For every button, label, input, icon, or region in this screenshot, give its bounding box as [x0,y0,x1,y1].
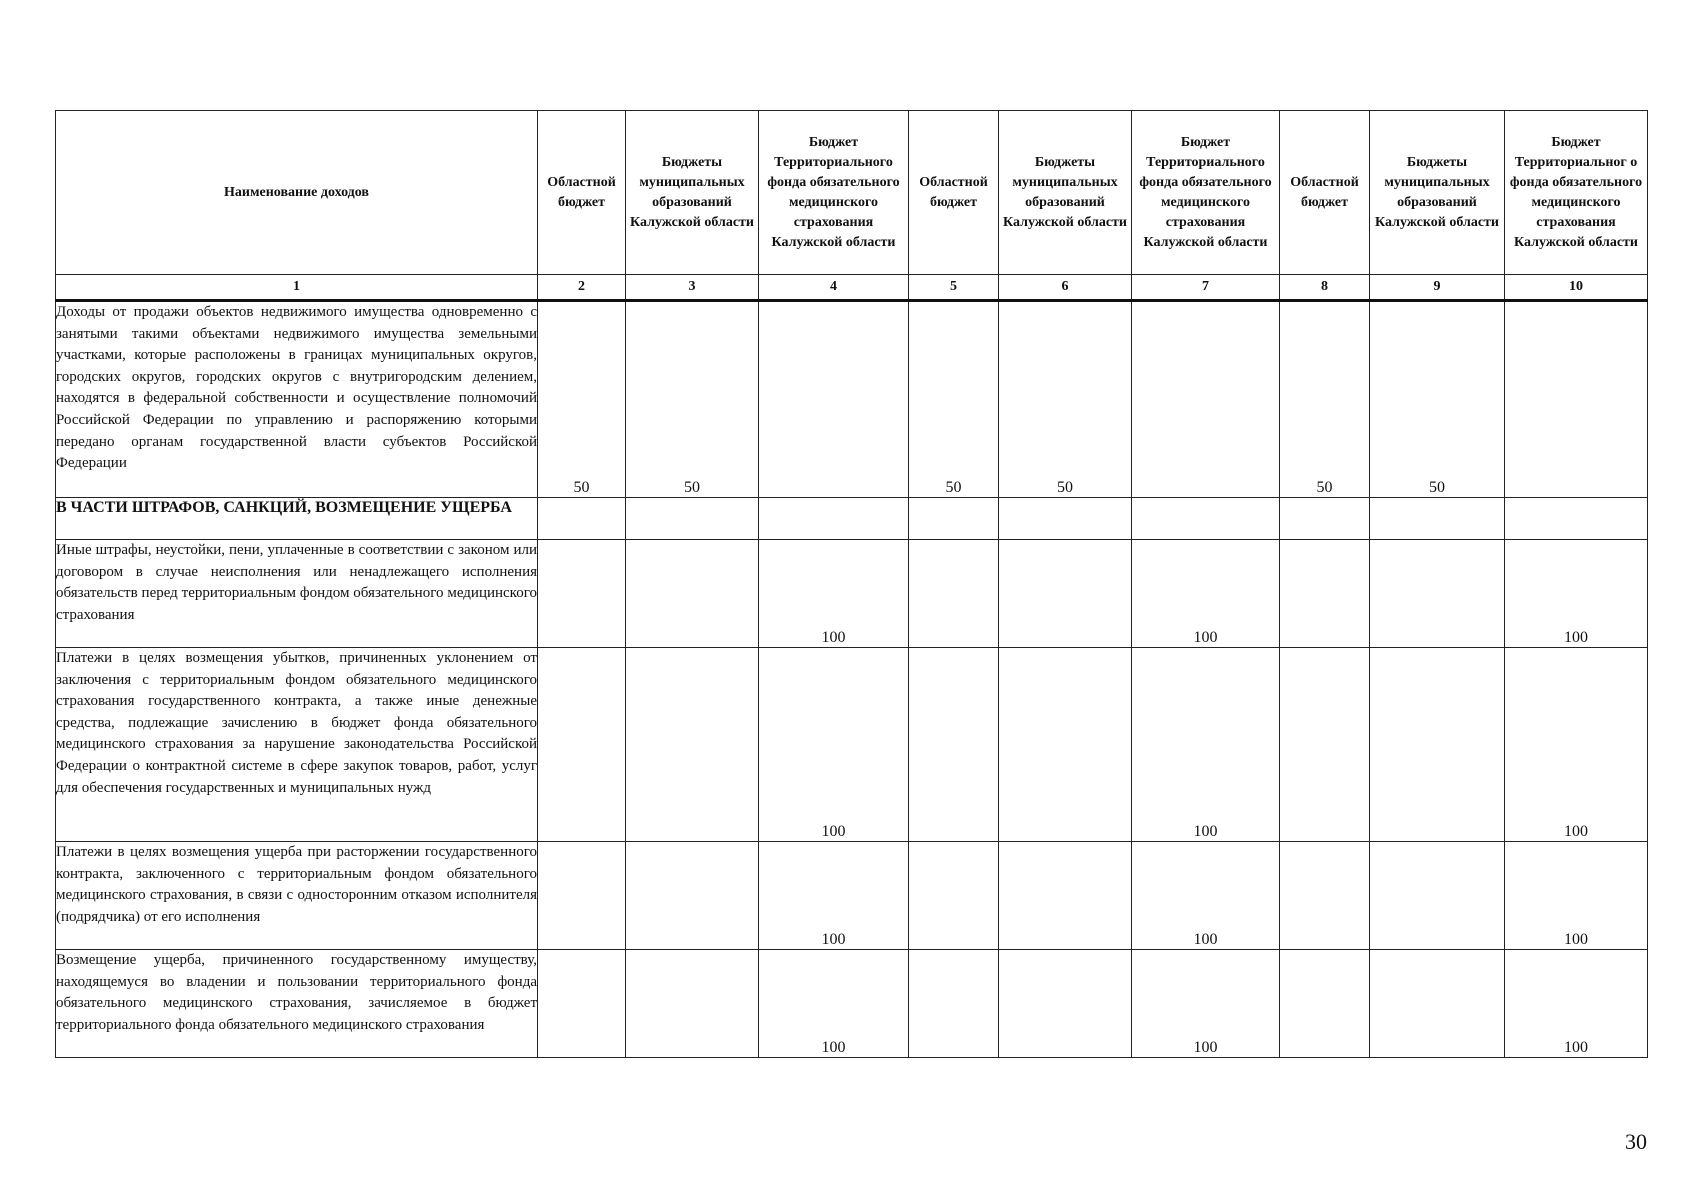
column-number: 7 [1132,275,1280,301]
revenue-distribution-table [55,110,1648,1058]
value-cell [999,950,1132,1058]
value-cell: 50 [626,301,759,498]
header-tfoms-budget: Бюджет Территориального фонда обязательного медицинского страхования Калужской области [759,111,909,275]
revenue-name-cell: Платежи в целях возмещения убытков, причиненных уклонением от заключения с территориальным фондом обязательного медицинского страхования государственного контракта, а также иные денежные средства, подлежащие зачислению в бюджет фонда обязательного медицинского страхования за нарушение законодательства Российской Федерации о контрактной системе в сфере закупок товаров, работ, услуг для обеспечения государственных и муниципальных нужд [56,648,538,842]
table-row [56,301,1648,498]
value-cell [538,842,626,950]
header-municipal-budgets: Бюджеты муниципальных образований Калужской области [999,111,1132,275]
value-cell: 100 [759,950,909,1058]
value-cell [626,842,759,950]
column-number: 4 [759,275,909,301]
value-cell [1280,540,1370,648]
revenue-name-cell: Иные штрафы, неустойки, пени, уплаченные в соответствии с законом или договором в случае неисполнения или ненадлежащего исполнения обязательств перед территориальным фондом обязательного медицинского страхования [56,540,538,648]
header-regional-budget: Областной бюджет [1280,111,1370,275]
value-cell [1280,498,1370,540]
header-municipal-budgets: Бюджеты муниципальных образований Калужской области [626,111,759,275]
value-cell: 100 [1132,648,1280,842]
table-row [56,648,1648,842]
revenue-name-cell: Доходы от продажи объектов недвижимого имущества одновременно с занятыми такими объектами недвижимого имущества земельными участками, которые расположены в границах муниципальных округов, городских округов, городских округов с внутригородским делением, находятся в федеральной собственности и осуществление полномочий Российской Федерации по управлению и распоряжению которыми передано органам государственной власти субъектов Российской Федерации [56,301,538,498]
revenue-name-cell: Возмещение ущерба, причиненного государственному имуществу, находящемуся во владении и пользовании территориального фонда обязательного медицинского страхования, зачисляемое в бюджет территориального фонда обязательного медицинского страхования [56,950,538,1058]
value-cell [538,648,626,842]
column-number: 3 [626,275,759,301]
value-cell [1505,498,1648,540]
value-cell [626,648,759,842]
column-number: 5 [909,275,999,301]
table-row [56,950,1648,1058]
value-cell [1132,301,1280,498]
column-number: 6 [999,275,1132,301]
page-number: 30 [1625,1129,1647,1154]
column-number: 9 [1370,275,1505,301]
revenue-name-cell: Платежи в целях возмещения ущерба при расторжении государственного контракта, заключенного с территориальным фондом обязательного медицинского страхования, в связи с односторонним отказом исполнителя (подрядчика) от его исполнения [56,842,538,950]
value-cell [1370,498,1505,540]
section-heading-row [56,498,1648,540]
value-cell [1505,301,1648,498]
header-regional-budget: Областной бюджет [538,111,626,275]
value-cell [999,648,1132,842]
value-cell [999,842,1132,950]
header-regional-budget: Областной бюджет [909,111,999,275]
value-cell: 100 [1505,842,1648,950]
value-cell: 100 [1132,950,1280,1058]
value-cell [1132,498,1280,540]
value-cell [999,540,1132,648]
value-cell: 100 [759,648,909,842]
column-number: 10 [1505,275,1648,301]
value-cell [1370,950,1505,1058]
value-cell [626,498,759,540]
value-cell: 100 [1505,648,1648,842]
value-cell [909,540,999,648]
value-cell [538,498,626,540]
value-cell [909,950,999,1058]
value-cell: 100 [1505,540,1648,648]
column-number: 2 [538,275,626,301]
header-tfoms-budget: Бюджет Территориального фонда обязательного медицинского страхования Калужской области [1132,111,1280,275]
value-cell: 50 [538,301,626,498]
value-cell: 50 [909,301,999,498]
value-cell: 100 [1505,950,1648,1058]
value-cell: 50 [1280,301,1370,498]
value-cell: 100 [1132,842,1280,950]
value-cell [626,540,759,648]
document-page [55,110,1647,1058]
value-cell [759,301,909,498]
value-cell: 100 [759,842,909,950]
table-row [56,842,1648,950]
value-cell [538,950,626,1058]
value-cell [538,540,626,648]
table-row [56,540,1648,648]
value-cell [1280,842,1370,950]
value-cell: 50 [999,301,1132,498]
value-cell [1370,842,1505,950]
header-tfoms-budget: Бюджет Территориальног о фонда обязательного медицинского страхования Калужской области [1505,111,1648,275]
column-number: 1 [56,275,538,301]
value-cell [999,498,1132,540]
value-cell [1280,648,1370,842]
value-cell [1370,540,1505,648]
value-cell [909,842,999,950]
table-header-row [56,111,1648,275]
value-cell [1370,648,1505,842]
header-municipal-budgets: Бюджеты муниципальных образований Калужской области [1370,111,1505,275]
value-cell [759,498,909,540]
value-cell [909,648,999,842]
value-cell: 100 [759,540,909,648]
column-number: 8 [1280,275,1370,301]
value-cell: 50 [1370,301,1505,498]
section-heading: В ЧАСТИ ШТРАФОВ, САНКЦИЙ, ВОЗМЕЩЕНИЕ УЩЕРБА [56,498,538,540]
value-cell: 100 [1132,540,1280,648]
value-cell [909,498,999,540]
column-number-row [56,275,1648,301]
value-cell [626,950,759,1058]
header-revenue-name: Наименование доходов [56,111,538,275]
value-cell [1280,950,1370,1058]
